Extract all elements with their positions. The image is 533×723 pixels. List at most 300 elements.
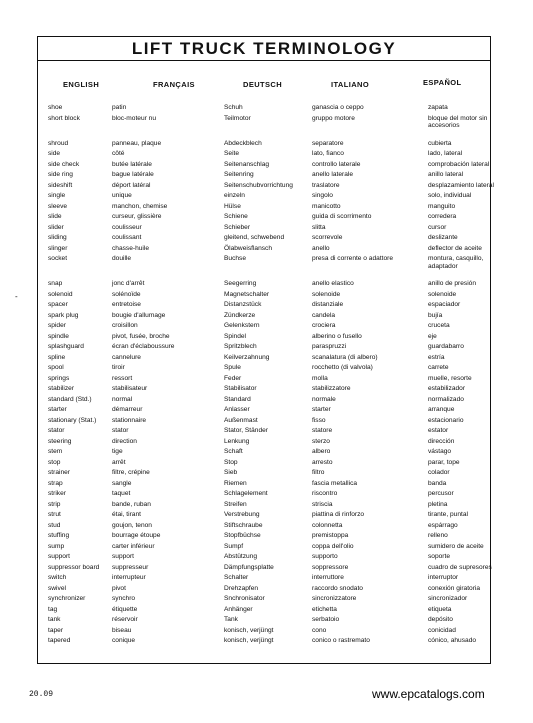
english-term: slide (48, 213, 62, 220)
french-term: normal (112, 395, 133, 403)
english-term: stuffing (48, 532, 70, 539)
english-term: switch (48, 574, 67, 581)
french-term: biseau (112, 626, 132, 634)
italian-term: distanziale (312, 301, 344, 308)
spanish-term: cruceta (428, 322, 450, 329)
spanish-term: parar, tope (428, 458, 460, 466)
italian-term: solenoide (312, 290, 341, 298)
spanish-term: anillo lateral (428, 171, 464, 178)
french-term: écran d'éclaboussure (112, 343, 175, 350)
table-row (48, 490, 488, 501)
english-term: spool (48, 364, 64, 371)
german-term: Schlagelement (224, 490, 268, 497)
italian-term: statore (312, 427, 333, 434)
spanish-term: corredera (428, 213, 457, 220)
page-number: 20.09 (29, 690, 54, 699)
french-term: déport latéral (112, 181, 151, 189)
german-term: Keilverzahnung (224, 353, 270, 361)
table-row (48, 192, 488, 203)
german-term: Spritzblech (224, 343, 257, 350)
italian-term: interruttore (312, 574, 344, 581)
italian-term: premistoppa (312, 532, 349, 539)
english-term: strap (48, 479, 63, 487)
spanish-term: montura, casquillo, adaptador (428, 255, 484, 270)
italian-term: candela (312, 311, 336, 319)
german-term: Seitenanschlag (224, 160, 270, 168)
italian-term: rocchetto (di valvola) (312, 364, 373, 371)
title-box (37, 36, 491, 61)
english-term: support (48, 553, 70, 560)
german-term: Magnetschalter (224, 290, 270, 298)
french-term: filtre, crépine (112, 469, 150, 476)
italian-term: scorrevole (312, 234, 343, 241)
spanish-term: banda (428, 479, 447, 487)
table-row (48, 532, 488, 543)
english-term: stabilizer (48, 385, 75, 392)
terminology-table (48, 104, 494, 648)
spanish-term: solenoide (428, 290, 457, 298)
spanish-term: bujía (428, 311, 443, 319)
german-term: Anlasser (224, 406, 250, 413)
table-row (48, 312, 488, 323)
french-term: panneau, plaque (112, 139, 162, 147)
italian-term: arresto (312, 458, 333, 466)
table-row (48, 161, 488, 172)
italian-term: gruppo motore (312, 114, 355, 122)
table-row (48, 563, 492, 575)
italian-term: striscia (312, 500, 333, 508)
english-term: socket (48, 255, 68, 262)
german-term: Stiftschraube (224, 521, 263, 529)
italian-term: anello (312, 244, 330, 252)
italian-term: filtro (312, 469, 325, 476)
french-term: croisillon (112, 322, 138, 329)
spanish-term: lado, lateral (428, 150, 463, 157)
french-term: curseur, glissière (112, 213, 162, 220)
spanish-term: dirección (428, 437, 455, 445)
spanish-term: pletina (428, 500, 448, 508)
french-term: solénoïde (112, 290, 141, 298)
german-term: Spindel (224, 332, 246, 340)
english-term: striker (48, 490, 66, 497)
german-term: Abstützung (224, 553, 257, 560)
watermark-url: www.epcatalogs.com (372, 687, 485, 701)
header-francais: FRANÇAIS (153, 80, 195, 89)
table-row (48, 396, 488, 407)
german-term: konisch, verjüngt (224, 637, 274, 644)
table-row (48, 459, 488, 470)
english-term: suppressor board (48, 563, 100, 571)
header-italiano: ITALIANO (331, 80, 370, 89)
spanish-term: normalizado (428, 395, 464, 403)
table-row (48, 480, 488, 491)
italian-term: etichetta (312, 605, 337, 613)
table-row (48, 585, 488, 596)
spanish-term: estría (428, 353, 445, 361)
french-term: ressort (112, 374, 133, 382)
english-term: side check (48, 160, 80, 168)
english-term: taper (48, 626, 64, 634)
english-term: shroud (48, 139, 69, 147)
french-term: butée latérale (112, 160, 152, 168)
german-term: Dämpfungsplatte (224, 563, 274, 571)
french-term: tiroir (112, 364, 125, 371)
spanish-term: deflector de aceite (428, 244, 482, 252)
english-term: sump (48, 542, 65, 550)
english-term: stud (48, 521, 61, 529)
english-term: steering (48, 437, 72, 445)
english-term: starter (48, 406, 67, 413)
spanish-term: sincronizador (428, 595, 468, 602)
german-term: Standard (224, 395, 251, 403)
french-term: carter inférieur (112, 542, 155, 550)
german-term: Buchse (224, 255, 246, 262)
french-term: interrupteur (112, 574, 146, 581)
german-term: Tank (224, 616, 238, 623)
italian-term: serbatoio (312, 616, 340, 623)
german-term: Distanzstück (224, 301, 262, 308)
french-term: sangle (112, 479, 132, 487)
column-headers (47, 80, 487, 100)
table-row (48, 213, 488, 224)
german-term: Anhänger (224, 605, 253, 613)
spanish-term: estator (428, 427, 449, 434)
spanish-term: deslizante (428, 234, 458, 241)
french-term: jonc d'arrêt (112, 280, 145, 287)
table-row (48, 333, 488, 344)
italian-term: albero (312, 448, 331, 455)
italian-term: supporto (312, 553, 338, 560)
italian-term: colonnetta (312, 521, 343, 529)
spanish-term: manguito (428, 202, 456, 210)
german-term: Feder (224, 374, 242, 382)
english-term: spider (48, 322, 66, 329)
spanish-term: conicidad (428, 626, 456, 634)
italian-term: coppa dell'olio (312, 542, 354, 550)
italian-term: raccordo snodato (312, 584, 363, 592)
german-term: Schalter (224, 574, 249, 581)
table-row (48, 322, 488, 333)
italian-term: lato, fianco (312, 150, 344, 157)
italian-term: presa di corrente o adattore (312, 255, 394, 262)
english-term: shoe (48, 104, 63, 111)
german-term: Verstrebung (224, 511, 260, 518)
german-term: Drehzapfen (224, 584, 259, 592)
table-row (48, 511, 488, 522)
italian-term: anello elastico (312, 280, 354, 287)
italian-term: cono (312, 626, 327, 634)
german-term: Schieber (224, 223, 251, 231)
italian-term: molla (312, 374, 328, 382)
table-row (48, 375, 488, 386)
english-term: springs (48, 374, 70, 382)
french-term: tige (112, 448, 123, 455)
english-term: spline (48, 353, 66, 361)
italian-term: normale (312, 395, 336, 403)
english-term: sleeve (48, 202, 68, 210)
italian-term: fascia metallica (312, 479, 358, 487)
spanish-term: desplazamiento lateral (428, 181, 494, 189)
italian-term: fisso (312, 416, 326, 424)
german-term: Stopfbüchse (224, 532, 261, 539)
spanish-term: relleno (428, 532, 448, 539)
french-term: coulisseur (112, 223, 142, 231)
english-term: single (48, 192, 66, 199)
german-term: Seite (224, 150, 240, 157)
german-term: Streifen (224, 500, 247, 508)
italian-term: controllo laterale (312, 160, 361, 168)
english-term: spindle (48, 332, 69, 340)
french-term: stator (112, 427, 129, 434)
english-term: strut (48, 511, 61, 518)
table-row (48, 469, 488, 480)
german-term: Spule (224, 364, 241, 371)
french-term: taquet (112, 490, 131, 497)
english-term: stem (48, 448, 63, 455)
table-row (48, 171, 488, 182)
italian-term: paraspruzzi (312, 343, 347, 350)
german-term: Schuh (224, 104, 243, 111)
header-deutsch: DEUTSCH (243, 80, 283, 89)
french-term: stationnaire (112, 416, 147, 424)
english-term: slider (48, 223, 64, 231)
german-term: Seitenring (224, 171, 254, 178)
german-term: Abdeckblech (224, 139, 262, 147)
table-row (48, 406, 488, 417)
english-term: sideshift (48, 181, 73, 189)
german-term: Stator, Ständer (224, 427, 268, 434)
italian-term: sincronizzatore (312, 595, 357, 602)
spanish-term: depósito (428, 616, 453, 623)
table-row (48, 104, 488, 115)
spanish-term: estabilizador (428, 385, 466, 392)
italian-term: starter (312, 406, 331, 413)
french-term: douille (112, 255, 132, 262)
french-term: conique (112, 637, 136, 644)
french-term: coulissant (112, 234, 142, 241)
english-term: solenoid (48, 290, 73, 298)
table-row (48, 203, 488, 214)
spanish-term: espaciador (428, 301, 461, 308)
german-term: Stabilisator (224, 385, 257, 392)
table-row (48, 343, 488, 354)
italian-term: guida di scorrimento (312, 213, 372, 220)
french-term: goujon, tenon (112, 521, 152, 529)
italian-term: crociera (312, 322, 336, 329)
german-term: Schaft (224, 448, 243, 455)
spanish-term: conexión giratoria (428, 584, 481, 592)
table-row (48, 616, 488, 627)
table-row (48, 637, 488, 648)
italian-term: alberino o fusello (312, 332, 362, 340)
italian-term: traslatore (312, 181, 340, 189)
italian-term: manicotto (312, 202, 341, 210)
table-row (48, 245, 488, 256)
french-term: pivot, fusée, broche (112, 332, 170, 340)
italian-term: conico o rastremato (312, 637, 370, 644)
spanish-term: carrete (428, 364, 449, 371)
table-row (48, 364, 488, 375)
english-term: short block (48, 114, 80, 122)
italian-term: scanalatura (di albero) (312, 353, 378, 361)
french-term: côté (112, 150, 125, 157)
table-row (48, 354, 488, 365)
italian-term: riscontro (312, 490, 338, 497)
french-term: support (112, 553, 134, 560)
english-term: tank (48, 616, 61, 623)
spanish-term: muelle, resorte (428, 374, 472, 382)
german-term: Schiene (224, 213, 248, 220)
table-row (48, 115, 488, 134)
table-row (48, 255, 488, 274)
english-term: side ring (48, 171, 73, 178)
spanish-term: arranque (428, 406, 455, 413)
italian-term: sterzo (312, 437, 330, 445)
spanish-term: espárrago (428, 521, 458, 529)
spanish-term: bloque del motor sin accesorios (428, 114, 488, 130)
table-row (48, 595, 488, 606)
table-row (48, 385, 488, 396)
french-term: unique (112, 192, 132, 199)
german-term: Sieb (224, 469, 238, 476)
spanish-term: guardabarro (428, 343, 464, 350)
spanish-term: colador (428, 469, 450, 476)
table-row (48, 543, 488, 554)
german-term: Sumpf (224, 542, 244, 550)
english-term: swivel (48, 584, 66, 592)
header-espanol: ESPAÑOL (423, 78, 462, 87)
spanish-term: tirante, puntal (428, 511, 468, 518)
english-term: stationary (Stat.) (48, 416, 97, 424)
german-term: konisch, verjüngt (224, 626, 274, 634)
spanish-term: solo, individual (428, 192, 472, 199)
spanish-term: cursor (428, 223, 447, 231)
spanish-term: comprobación lateral (428, 160, 490, 168)
spanish-term: interruptor (428, 574, 459, 581)
german-term: Riemen (224, 479, 247, 487)
english-term: tag (48, 605, 58, 613)
table-row (48, 522, 488, 533)
spanish-term: vástago (428, 448, 452, 455)
table-row (48, 448, 488, 459)
english-term: stator (48, 427, 65, 434)
german-term: Seegerring (224, 280, 257, 287)
english-term: standard (Std.) (48, 395, 92, 403)
german-term: Lenkung (224, 437, 250, 445)
table-row (48, 501, 488, 512)
french-term: étai, tirant (112, 511, 141, 518)
french-term: démarreur (112, 406, 143, 413)
french-term: bougie d'allumage (112, 311, 166, 319)
english-term: stop (48, 458, 61, 466)
italian-term: piattina di rinforzo (312, 511, 365, 518)
table-row (48, 417, 488, 428)
page-title: LIFT TRUCK TERMINOLOGY (131, 38, 397, 58)
french-term: pivot (112, 584, 126, 592)
spanish-term: cónico, ahusado (428, 637, 477, 644)
table-row (48, 606, 488, 617)
english-term: synchronizer (48, 595, 86, 602)
german-term: Außenmast (224, 416, 258, 424)
german-term: gleitend, schwebend (224, 234, 285, 241)
spanish-term: soporte (428, 553, 450, 560)
spanish-term: anillo de presión (428, 280, 477, 287)
table-row (48, 291, 488, 302)
german-term: Seitenschubvorrichtung (224, 181, 293, 189)
italian-term: slitta (312, 223, 326, 231)
german-term: Zündkerze (224, 311, 256, 319)
german-term: Teilmotor (224, 114, 251, 122)
spanish-term: zapata (428, 104, 448, 111)
german-term: Stop (224, 458, 238, 466)
italian-term: anello laterale (312, 171, 354, 178)
italian-term: separatore (312, 139, 344, 147)
english-term: strip (48, 500, 61, 508)
french-term: bande, ruban (112, 500, 151, 508)
english-term: slinger (48, 244, 68, 252)
english-term: splashguard (48, 343, 84, 350)
spanish-term: cubierta (428, 139, 452, 147)
english-term: sliding (48, 234, 67, 241)
english-term: side (48, 150, 61, 157)
table-row (48, 140, 488, 151)
french-term: stabilisateur (112, 385, 148, 392)
french-term: cannelure (112, 353, 141, 361)
french-term: synchro (112, 595, 136, 602)
table-row (48, 427, 488, 438)
english-term: tapered (48, 637, 71, 644)
german-term: Snchronisator (224, 595, 265, 602)
french-term: direction (112, 437, 137, 445)
spanish-term: sumidero de aceite (428, 542, 484, 550)
french-term: bourrage étoupe (112, 532, 161, 539)
spanish-term: eje (428, 332, 437, 340)
french-term: bloc-moteur nu (112, 114, 156, 122)
table-row (48, 280, 488, 291)
french-term: chasse-huile (112, 244, 150, 252)
english-term: snap (48, 280, 63, 287)
french-term: patin (112, 104, 127, 111)
english-term: spark plug (48, 311, 79, 319)
spanish-term: percusor (428, 490, 454, 497)
spanish-term: etiqueta (428, 605, 452, 613)
english-term: spacer (48, 301, 68, 308)
spanish-term: cuadro de supresores (428, 563, 492, 571)
french-term: réservoir (112, 616, 138, 623)
french-term: arrêt (112, 458, 126, 466)
french-term: bague latérale (112, 171, 154, 178)
italian-term: singolo (312, 192, 333, 199)
table-row (48, 301, 488, 312)
english-term: strainer (48, 469, 70, 476)
french-term: étiquette (112, 605, 138, 613)
german-term: Hülse (224, 202, 241, 210)
table-row (48, 224, 488, 235)
german-term: Gelenkstern (224, 322, 260, 329)
italian-term: ganascia o ceppo (312, 104, 364, 111)
german-term: einzeln (224, 192, 245, 199)
spanish-term: estacionario (428, 416, 464, 424)
italian-term: soppressore (312, 563, 349, 571)
table-row (48, 574, 488, 585)
header-english: ENGLISH (63, 80, 100, 89)
german-term: Ölabweisflansch (224, 244, 273, 252)
table-row (48, 234, 488, 245)
table-row (48, 438, 488, 449)
table-row (48, 553, 488, 564)
french-term: suppresseur (112, 563, 149, 571)
table-row (48, 181, 494, 193)
